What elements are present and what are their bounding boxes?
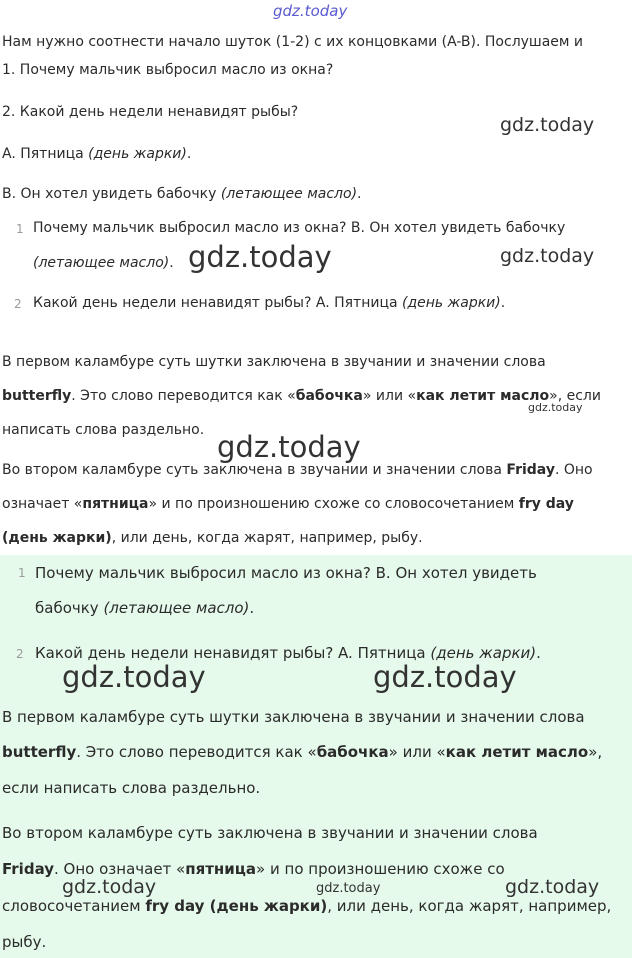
- watermark-top: gdz.today: [273, 2, 348, 20]
- text: . Это слово переводится как «: [76, 743, 317, 761]
- list-item-1-line2: [33, 255, 174, 271]
- list-item-1-line1: Почему мальчик выбросил масло из окна? B. Он хотел увидеть: [35, 564, 537, 582]
- text: » и по произношению схоже со словосочетанием: [148, 496, 515, 512]
- text: .: [249, 599, 255, 617]
- watermark: gdz.today: [500, 245, 595, 267]
- list-item-1-line1: Почему мальчик выбросил масло из окна? B. Он хотел увидеть бабочку: [33, 220, 566, 236]
- answer-b: [2, 186, 362, 202]
- list-item-2-tail: .: [500, 295, 506, 311]
- paragraph-1-line3: написать слова раздельно.: [2, 422, 205, 438]
- list-item-1-italic: (летающее масло): [33, 255, 170, 271]
- text: . Оно означает «: [54, 860, 186, 878]
- term: бабочка: [295, 388, 363, 404]
- text: означает «: [2, 496, 83, 512]
- paragraph-2-line2: [2, 496, 574, 512]
- text: »,: [588, 743, 603, 761]
- paragraph-2-line3: [2, 530, 423, 546]
- term: (день жарки): [2, 530, 112, 546]
- list-number: 2: [14, 297, 22, 311]
- list-item-2-italic: (день жарки): [402, 295, 501, 311]
- intro-text: Нам нужно соотнести начало шуток (1-2) с их концовками (A-B). Послушаем и: [2, 34, 584, 50]
- term-friday: Friday: [506, 462, 555, 478]
- text: бабочку: [35, 599, 99, 617]
- answer-b-italic: (летающее масло): [220, 186, 358, 202]
- answer-a-italic: (день жарки): [88, 146, 187, 162]
- paragraph-1-line3: если написать слова раздельно.: [2, 779, 261, 797]
- watermark: gdz.today: [528, 401, 583, 414]
- list-item-1-line2: [35, 599, 254, 617]
- list-item-1-italic: (летающее масло): [103, 599, 250, 617]
- term: пятница: [185, 860, 257, 878]
- question-2: 2. Какой день недели ненавидят рыбы?: [2, 104, 299, 120]
- list-item-2: [33, 295, 505, 311]
- term: пятница: [82, 496, 149, 512]
- paragraph-2-line1: Во втором каламбуре суть заключена в звучании и значении слова: [2, 824, 538, 842]
- watermark: gdz.today: [62, 660, 206, 694]
- text: » или «: [362, 388, 417, 404]
- watermark: gdz.today: [505, 876, 600, 898]
- term-butterfly: butterfly: [2, 388, 72, 404]
- text: Какой день недели ненавидят рыбы? A. Пятница: [35, 644, 426, 662]
- term: fry day: [518, 496, 574, 512]
- list-item-2-italic: (день жарки): [430, 644, 537, 662]
- text: , или день, когда жарят, например, рыбу.: [111, 530, 423, 546]
- watermark: gdz.today: [373, 660, 517, 694]
- term-butterfly: butterfly: [2, 743, 77, 761]
- text: , или день, когда жарят, например,: [327, 897, 612, 915]
- watermark: gdz.today: [217, 430, 361, 464]
- answer-b-dot: .: [357, 186, 362, 202]
- text: », если: [549, 388, 601, 404]
- text: » и по произношению схоже со: [256, 860, 505, 878]
- text: .: [536, 644, 541, 662]
- answer-b-text: B. Он хотел увидеть бабочку: [2, 186, 217, 202]
- text: Во втором каламбуре суть заключена в звучании и значении слова: [2, 462, 502, 478]
- paragraph-1-line1: В первом каламбуре суть шутки заключена в звучании и значении слова: [2, 354, 546, 370]
- text: словосочетанием: [2, 897, 141, 915]
- text: » или «: [388, 743, 446, 761]
- term: бабочка: [316, 743, 389, 761]
- term: как летит масло: [416, 388, 550, 404]
- answer-a-dot: .: [186, 146, 192, 162]
- term-friday: Friday: [2, 860, 55, 878]
- list-number: 1: [18, 566, 26, 580]
- question-1: 1. Почему мальчик выбросил масло из окна?: [2, 62, 334, 78]
- paragraph-2-line1: [2, 462, 593, 478]
- answer-a: [2, 146, 191, 162]
- answer-a-text: A. Пятница: [2, 146, 84, 162]
- list-item-1-tail: .: [169, 255, 174, 271]
- list-number: 1: [16, 222, 24, 236]
- paragraph-2-line3: [2, 897, 611, 915]
- paragraph-2-line4: рыбу.: [2, 933, 47, 951]
- list-item-2-text: Какой день недели ненавидят рыбы? A. Пятница: [33, 295, 398, 311]
- watermark: gdz.today: [62, 876, 157, 898]
- text: . Это слово переводится как «: [71, 388, 296, 404]
- watermark: gdz.today: [316, 881, 381, 896]
- watermark: gdz.today: [188, 240, 332, 274]
- text: . Оно: [554, 462, 593, 478]
- watermark: gdz.today: [500, 114, 595, 136]
- term: fry day (день жарки): [145, 897, 328, 915]
- term: как летит масло: [445, 743, 589, 761]
- paragraph-1-line2: [2, 743, 602, 761]
- paragraph-1-line2: [2, 388, 601, 404]
- paragraph-1-line1: В первом каламбуре суть шутки заключена в звучании и значении слова: [2, 708, 585, 726]
- list-number: 2: [16, 647, 24, 661]
